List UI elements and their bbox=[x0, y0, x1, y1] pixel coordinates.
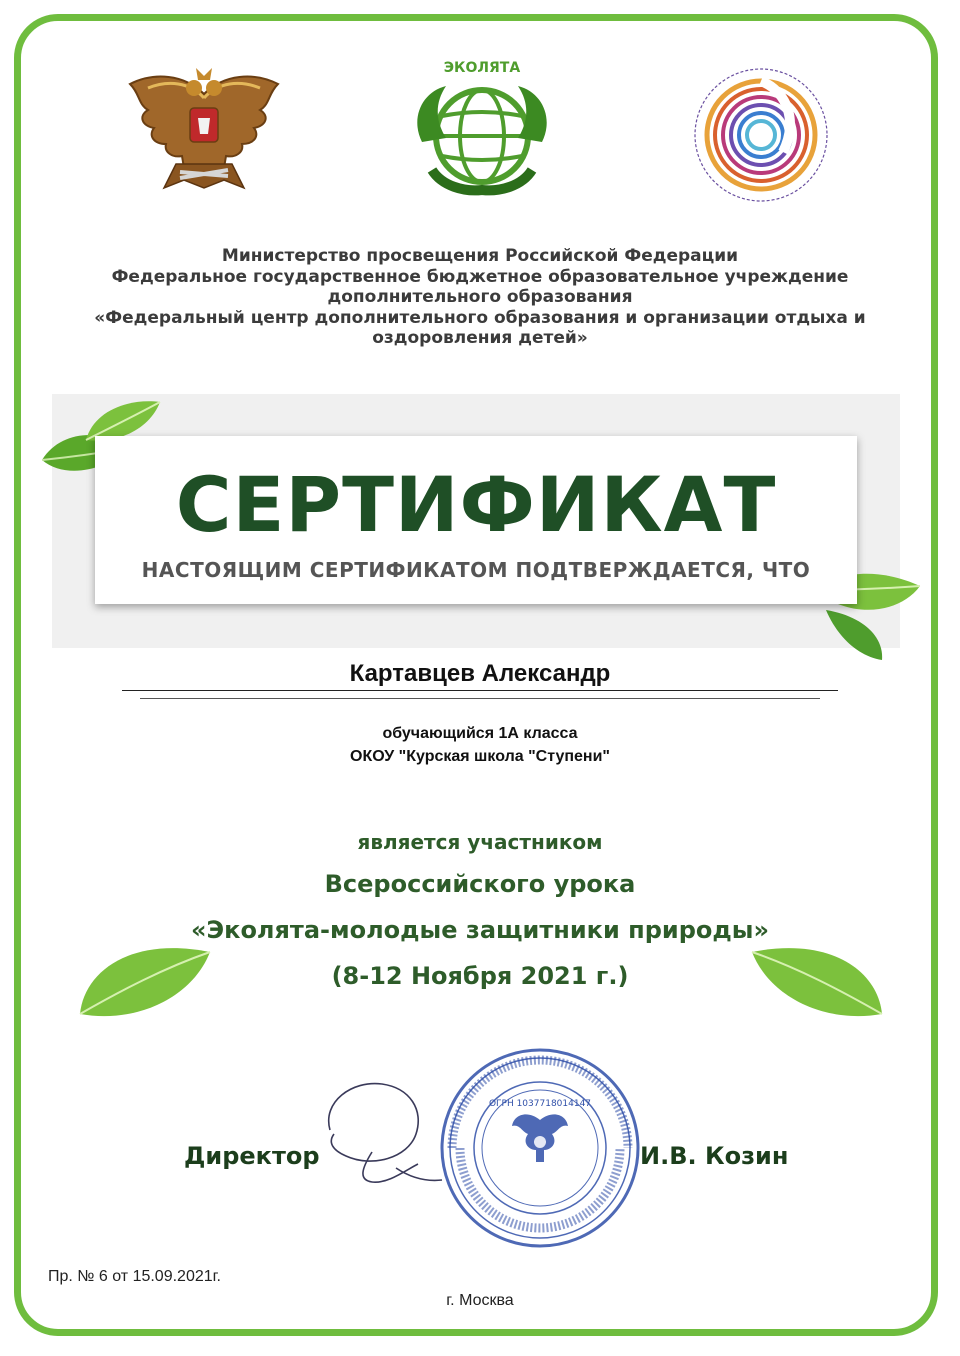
org-line-institution-type: Федеральное государственное бюджетное образовательное учреждение bbox=[111, 266, 849, 287]
federal-center-logo-icon bbox=[688, 62, 834, 208]
certificate-title: СЕРТИФИКАТ bbox=[175, 460, 777, 549]
name-underline bbox=[122, 690, 838, 691]
org-line-center-name: «Федеральный центр дополнительного образования и организации отдыха и bbox=[94, 307, 866, 328]
org-line-center-name-end: оздоровления детей» bbox=[372, 328, 588, 348]
organization-header bbox=[0, 246, 960, 349]
order-number: Пр. № 6 от 15.09.2021г. bbox=[48, 1268, 221, 1285]
lesson-title-line2: «Эколята-молодые защитники природы» bbox=[191, 916, 769, 944]
org-line-ministry: Министерство просвещения Российской Федерации bbox=[221, 246, 739, 266]
name-underline-secondary bbox=[140, 698, 820, 699]
org-line-education-type: дополнительного образования bbox=[327, 287, 633, 307]
leaf-right-icon bbox=[748, 928, 888, 1024]
director-name: И.В. Козин bbox=[640, 1142, 789, 1170]
certificate-banner bbox=[95, 436, 857, 604]
lesson-title-line1: Всероссийского урока bbox=[324, 870, 636, 898]
russian-coat-of-arms-icon bbox=[124, 64, 284, 196]
issue-city: г. Москва bbox=[446, 1292, 514, 1309]
recipient-class: обучающийся 1А класса bbox=[382, 725, 578, 742]
official-stamp bbox=[438, 1046, 642, 1250]
stamp-ogrn-text: ОГРН 1037718014147 bbox=[488, 1099, 592, 1109]
ekolyata-logo-icon bbox=[402, 52, 562, 202]
recipient-details bbox=[0, 722, 960, 768]
leaf-left-icon bbox=[74, 928, 214, 1024]
director-title: Директор bbox=[184, 1142, 320, 1170]
recipient-name: Картавцев Александр bbox=[349, 660, 611, 687]
recipient-school: ОКОУ "Курская школа "Ступени" bbox=[350, 748, 610, 765]
participant-label: является участником bbox=[357, 830, 603, 854]
ekolyata-logo-text: ЭКОЛЯТА bbox=[443, 60, 521, 76]
certificate-subtitle: НАСТОЯЩИМ СЕРТИФИКАТОМ ПОДТВЕРЖДАЕТСЯ, ЧТО bbox=[141, 558, 811, 582]
lesson-dates: (8-12 Ноября 2021 г.) bbox=[331, 962, 629, 990]
